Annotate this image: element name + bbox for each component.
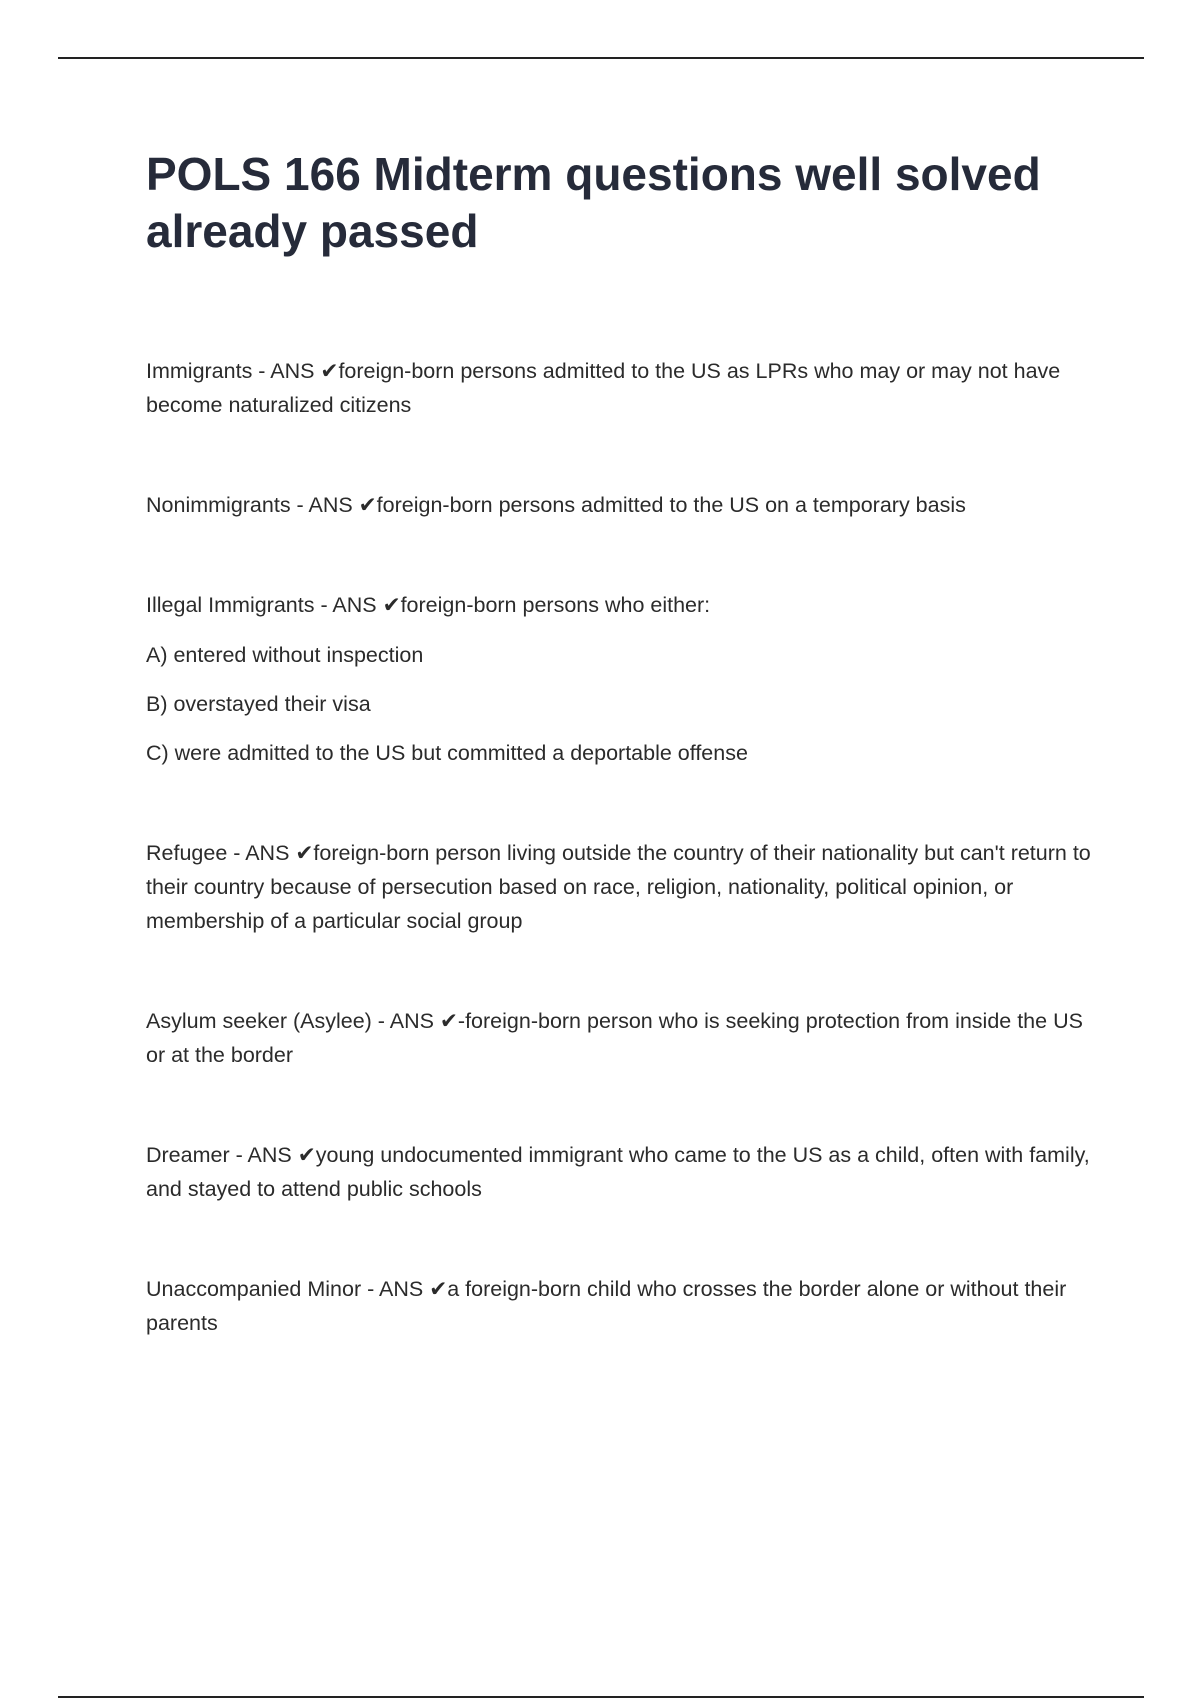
entry-text: Refugee - ANS ✔foreign-born person living outside the country of their nationality but can't return to their country because of persecution based on race, religion, nationality, political opinion, or membership of a particular social group xyxy=(146,841,1091,933)
document-title: POLS 166 Midterm questions well solved already passed xyxy=(146,148,1041,257)
entry-subline-b: B) overstayed their visa xyxy=(146,692,371,716)
entry-text: Unaccompanied Minor - ANS ✔a foreign-born child who crosses the border alone or without their parents xyxy=(146,1277,1067,1335)
entry-text: Illegal Immigrants - ANS ✔foreign-born persons who either: xyxy=(146,593,711,617)
entry-nonimmigrants xyxy=(146,488,1091,522)
entry-immigrants xyxy=(146,354,1091,422)
entry-text: Dreamer - ANS ✔young undocumented immigrant who came to the US as a child, often with family, and stayed to attend public schools xyxy=(146,1143,1090,1201)
entry-asylum-seeker xyxy=(146,1004,1091,1072)
entry-text: Asylum seeker (Asylee) - ANS ✔-foreign-born person who is seeking protection from inside the US or at the border xyxy=(146,1009,1083,1067)
entry-text: Immigrants - ANS ✔foreign-born persons admitted to the US as LPRs who may or may not have become naturalized citizens xyxy=(146,359,1061,417)
entry-subline-c: C) were admitted to the US but committed a deportable offense xyxy=(146,741,748,765)
entry-unaccompanied-minor xyxy=(146,1272,1091,1340)
entries-list xyxy=(146,354,1091,1406)
entry-refugee xyxy=(146,836,1091,938)
entry-dreamer xyxy=(146,1138,1091,1206)
bottom-divider xyxy=(58,1696,1144,1698)
entry-subline-a: A) entered without inspection xyxy=(146,643,424,667)
top-divider xyxy=(58,57,1144,59)
entry-text: Nonimmigrants - ANS ✔foreign-born persons admitted to the US on a temporary basis xyxy=(146,493,966,517)
entry-illegal-immigrants xyxy=(146,588,1091,770)
